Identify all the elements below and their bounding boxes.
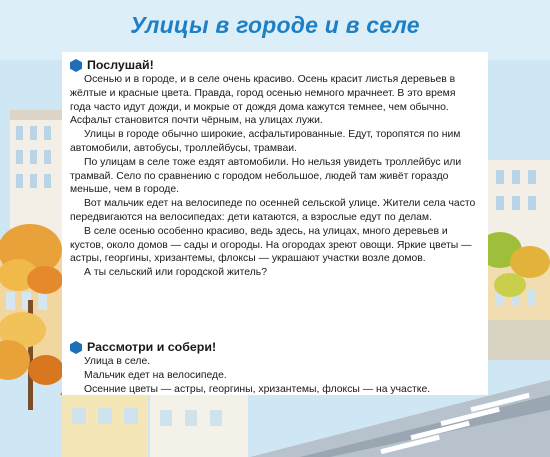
list-item: Осенние цветы — астры, георгины, хризантемы, флоксы — на участке. xyxy=(84,383,431,395)
listen-heading xyxy=(70,58,478,73)
list-item: Мальчик едет на велосипеде. xyxy=(84,369,227,381)
listen-paragraph: Вот мальчик едет на велосипеде по осенней сельской улице. Жители села часто передвигаются на велосипедах: дети катаются, а взрослые едут по делам. xyxy=(70,198,476,223)
list-item: Улица в селе. xyxy=(84,356,151,367)
assemble-section xyxy=(70,338,478,396)
listen-paragraph: Осенью и в городе, и в селе очень красиво. Осень красит листья деревьев в жёлтые и красные цвета. Правда, город осенью немного мрачнеет. В это время года часто идут дожди, и мокрые от дождя дома кажутся темнее, чем обычно. Асфальт становится почти чёрным, на улицах лужи. xyxy=(70,74,456,127)
listen-paragraph: Улицы в городе обычно широкие, асфальтированные. Едут, торопятся по ним автомобили, автобусы, троллейбусы, трамваи. xyxy=(70,129,461,154)
hexagon-bullet-icon xyxy=(70,341,82,354)
listen-paragraph: По улицам в селе тоже ездят автомобили. Но нельзя увидеть троллейбус или трамвай. Село по сравнению с городом небольшое, людей там живёт гораздо меньше, чем в городе. xyxy=(70,156,462,196)
listen-heading-text: Послушай! xyxy=(87,58,154,72)
assemble-heading-text: Рассмотри и собери! xyxy=(87,340,217,354)
page-title: Улицы в городе и в селе xyxy=(130,12,420,38)
assemble-list xyxy=(70,355,478,396)
listen-paragraph: В селе осенью особенно красиво, ведь здесь, на улицах, много деревьев и кустов, около домов — сады и огороды. На огородах зреют овощи. Яркие цветы — астры, георгины, хризантемы, флоксы — украшают участки возле домов. xyxy=(70,225,472,265)
hexagon-bullet-icon xyxy=(70,59,82,72)
text-card xyxy=(62,52,488,395)
listen-paragraph: А ты сельский или городской житель? xyxy=(84,267,267,279)
assemble-heading xyxy=(70,340,478,355)
